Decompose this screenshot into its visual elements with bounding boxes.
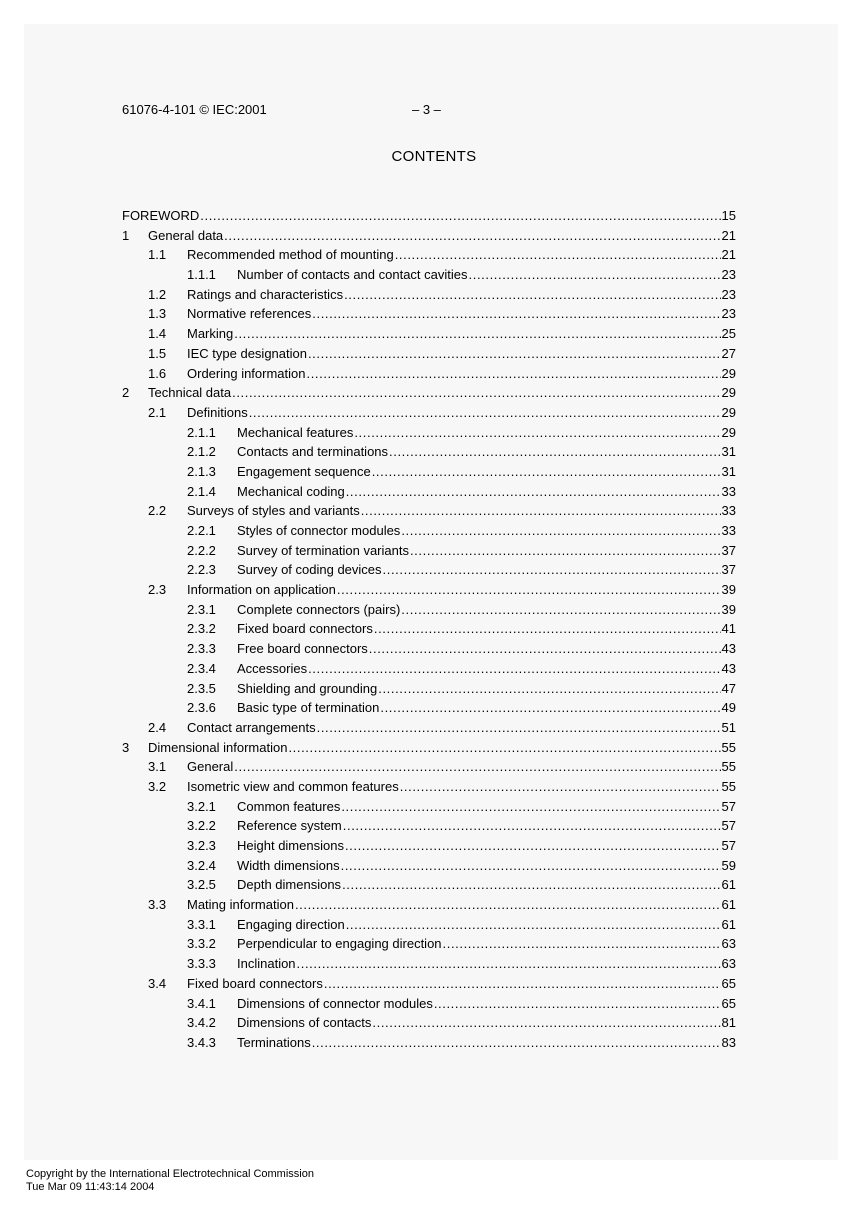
toc-entry-page: 27 bbox=[721, 345, 736, 361]
toc-entry-number: 2.3.1 bbox=[187, 601, 216, 617]
toc-entry[interactable] bbox=[122, 954, 736, 974]
toc-entry-page: 37 bbox=[721, 542, 736, 558]
toc-entry[interactable] bbox=[122, 659, 736, 679]
toc-entry-page: 63 bbox=[721, 956, 736, 972]
toc-entry-title: Perpendicular to engaging direction bbox=[237, 936, 442, 952]
toc-entry-page: 33 bbox=[721, 523, 736, 538]
toc-entry-page: 61 bbox=[721, 916, 736, 932]
toc-entry-page: 49 bbox=[721, 700, 736, 716]
toc-dot-leader bbox=[312, 304, 720, 324]
toc-entry-number: 2.2 bbox=[148, 503, 167, 519]
toc-entry-title: IEC type designation bbox=[187, 345, 307, 361]
toc-entry[interactable] bbox=[122, 560, 736, 580]
toc-entry-title: FOREWORD bbox=[122, 208, 200, 223]
toc-dot-leader bbox=[234, 757, 720, 777]
toc-entry[interactable] bbox=[122, 265, 736, 285]
toc-entry-number: 3.2 bbox=[148, 778, 167, 794]
toc-entry-title: General bbox=[187, 759, 234, 775]
toc-entry-number: 2.1.4 bbox=[187, 483, 216, 499]
toc-entry-title: General data bbox=[148, 227, 224, 243]
toc-dot-leader bbox=[341, 856, 721, 876]
toc-dot-leader bbox=[378, 679, 720, 699]
page-number: – 3 – bbox=[412, 102, 441, 117]
toc-entry[interactable] bbox=[122, 501, 736, 521]
toc-entry-page: 33 bbox=[721, 503, 736, 519]
toc-entry-title: Dimensions of contacts bbox=[237, 1015, 372, 1031]
toc-dot-leader bbox=[295, 895, 721, 915]
toc-entry[interactable] bbox=[122, 403, 736, 423]
toc-entry[interactable] bbox=[122, 285, 736, 305]
toc-entry[interactable] bbox=[122, 245, 736, 265]
toc-dot-leader bbox=[297, 954, 721, 974]
toc-entry-number: 3.4 bbox=[148, 975, 167, 991]
toc-entry-title: Reference system bbox=[237, 818, 342, 834]
toc-dot-leader bbox=[224, 226, 720, 246]
toc-entry-number: 3 bbox=[122, 739, 130, 755]
toc-entry[interactable] bbox=[122, 974, 736, 994]
toc-entry-page: 41 bbox=[721, 621, 736, 637]
toc-entry[interactable] bbox=[122, 698, 736, 718]
toc-dot-leader bbox=[288, 738, 720, 758]
toc-entry-page: 43 bbox=[721, 660, 736, 676]
toc-entry-page: 55 bbox=[721, 739, 736, 755]
toc-entry-number: 2.3.5 bbox=[187, 680, 216, 696]
toc-entry-title: Terminations bbox=[237, 1034, 311, 1050]
toc-entry[interactable] bbox=[122, 1013, 736, 1033]
toc-dot-leader bbox=[200, 206, 720, 226]
toc-entry-page: 83 bbox=[721, 1034, 736, 1050]
toc-entry-number: 2.4 bbox=[148, 719, 167, 735]
toc-entry-title: Shielding and grounding bbox=[237, 680, 378, 696]
toc-entry-title: Styles of connector modules bbox=[237, 523, 401, 538]
toc-dot-leader bbox=[380, 698, 720, 718]
toc-entry-number: 2.2.2 bbox=[187, 542, 216, 558]
toc-entry[interactable] bbox=[122, 600, 736, 620]
toc-entry[interactable] bbox=[122, 738, 736, 758]
toc-entry-page: 31 bbox=[721, 444, 736, 460]
toc-entry-number: 1.6 bbox=[148, 365, 167, 381]
toc-dot-leader bbox=[395, 245, 721, 265]
toc-dot-leader bbox=[249, 403, 721, 423]
toc-entry-title: Definitions bbox=[187, 404, 248, 420]
toc-entry-title: Marking bbox=[187, 326, 234, 342]
toc-entry-title: Normative references bbox=[187, 306, 312, 322]
toc-entry[interactable] bbox=[122, 934, 736, 954]
toc-entry-page: 21 bbox=[721, 227, 736, 243]
toc-entry-page: 33 bbox=[721, 483, 736, 499]
toc-entry[interactable] bbox=[122, 482, 736, 502]
toc-entry-title: Ratings and characteristics bbox=[187, 286, 344, 302]
toc-entry-number: 3.3.2 bbox=[187, 936, 216, 952]
toc-entry-number: 2.1.3 bbox=[187, 463, 216, 479]
toc-dot-leader bbox=[361, 501, 721, 521]
toc-entry-title: Width dimensions bbox=[237, 857, 340, 873]
toc-entry-page: 29 bbox=[721, 424, 736, 440]
toc-dot-leader bbox=[342, 875, 720, 895]
toc-entry-title: Dimensional information bbox=[148, 739, 288, 755]
toc-dot-leader bbox=[369, 639, 721, 659]
toc-dot-leader bbox=[345, 836, 721, 856]
toc-entry-page: 25 bbox=[721, 326, 736, 342]
toc-entry-title: Accessories bbox=[237, 660, 308, 676]
toc-entry-title: Technical data bbox=[148, 385, 232, 401]
toc-dot-leader bbox=[308, 344, 721, 364]
toc-entry[interactable] bbox=[122, 895, 736, 915]
toc-entry[interactable] bbox=[122, 1033, 736, 1053]
toc-entry-title: Complete connectors (pairs) bbox=[237, 601, 401, 617]
toc-entry-number: 2.3.4 bbox=[187, 660, 216, 676]
toc-entry[interactable] bbox=[122, 521, 736, 541]
toc-dot-leader bbox=[234, 324, 720, 344]
toc-entry-page: 55 bbox=[721, 778, 736, 794]
toc-entry-number: 2.1.1 bbox=[187, 424, 216, 440]
toc-entry-page: 61 bbox=[721, 877, 736, 893]
toc-entry-page: 23 bbox=[721, 267, 736, 283]
toc-dot-leader bbox=[308, 659, 720, 679]
toc-entry-number: 1 bbox=[122, 227, 130, 243]
toc-entry-title: Dimensions of connector modules bbox=[237, 995, 433, 1011]
document-id: 61076-4-101 © IEC:2001 bbox=[122, 102, 267, 117]
toc-dot-leader bbox=[401, 600, 720, 620]
toc-entry-page: 31 bbox=[721, 463, 736, 479]
toc-entry-title: Mechanical coding bbox=[237, 483, 345, 499]
toc-entry-number: 1.3 bbox=[148, 306, 167, 322]
toc-entry-page: 21 bbox=[721, 247, 736, 263]
toc-entry-page: 57 bbox=[721, 838, 736, 853]
toc-entry-title: Isometric view and common features bbox=[187, 778, 399, 794]
toc-entry-number: 2.3.2 bbox=[187, 621, 216, 637]
toc-dot-leader bbox=[341, 797, 720, 817]
toc-entry-page: 37 bbox=[721, 562, 736, 578]
toc-entry[interactable] bbox=[122, 324, 736, 344]
toc-dot-leader bbox=[337, 580, 721, 600]
toc-dot-leader bbox=[469, 265, 721, 285]
toc-entry[interactable] bbox=[122, 836, 736, 856]
toc-entry-number: 2.3.6 bbox=[187, 700, 216, 716]
toc-entry[interactable] bbox=[122, 797, 736, 817]
toc-entry-number: 2.1.2 bbox=[187, 444, 216, 460]
toc-entry-number: 3.1 bbox=[148, 759, 167, 775]
toc-entry-number: 2.3.3 bbox=[187, 641, 216, 657]
toc-entry-title: Depth dimensions bbox=[237, 877, 342, 893]
toc-entry[interactable] bbox=[122, 718, 736, 738]
toc-entry-title: Contact arrangements bbox=[187, 719, 316, 735]
toc-entry-title: Recommended method of mounting bbox=[187, 247, 394, 263]
toc-entry-number: 1.2 bbox=[148, 286, 167, 302]
toc-entry-title: Basic type of termination bbox=[237, 700, 380, 716]
toc-dot-leader bbox=[354, 423, 720, 443]
toc-dot-leader bbox=[346, 482, 721, 502]
toc-dot-leader bbox=[346, 915, 721, 935]
toc-entry-page: 23 bbox=[721, 286, 736, 302]
toc-dot-leader bbox=[344, 285, 720, 305]
toc-entry-title: Common features bbox=[237, 798, 341, 814]
toc-entry[interactable] bbox=[122, 442, 736, 462]
toc-entry-page: 55 bbox=[721, 759, 736, 775]
toc-entry[interactable] bbox=[122, 757, 736, 777]
toc-entry-number: 2.2.1 bbox=[187, 523, 216, 538]
toc-entry-page: 43 bbox=[721, 641, 736, 657]
toc-entry-page: 29 bbox=[721, 404, 736, 420]
toc-dot-leader bbox=[374, 619, 721, 639]
toc-dot-leader bbox=[232, 383, 720, 403]
toc-entry-title: Mechanical features bbox=[237, 424, 354, 440]
toc-entry-number: 3.4.3 bbox=[187, 1034, 216, 1050]
toc-entry-page: 57 bbox=[721, 798, 736, 814]
toc-entry-number: 3.2.3 bbox=[187, 838, 216, 853]
toc-dot-leader bbox=[324, 974, 721, 994]
toc-entry-title: Information on application bbox=[187, 582, 336, 598]
toc-entry[interactable] bbox=[122, 462, 736, 482]
toc-entry-title: Inclination bbox=[237, 956, 296, 972]
toc-entry-number: 3.4.2 bbox=[187, 1015, 216, 1031]
toc-dot-leader bbox=[372, 462, 721, 482]
toc-entry-title: Height dimensions bbox=[237, 838, 344, 853]
toc-entry[interactable] bbox=[122, 639, 736, 659]
toc-entry[interactable] bbox=[122, 226, 736, 246]
toc-entry-title: Engagement sequence bbox=[237, 463, 371, 479]
toc-entry-page: 29 bbox=[721, 385, 736, 401]
toc-dot-leader bbox=[312, 1033, 721, 1053]
toc-dot-leader bbox=[383, 560, 721, 580]
toc-entry-page: 65 bbox=[721, 975, 736, 991]
toc-entry-number: 3.2.5 bbox=[187, 877, 216, 893]
toc-entry-page: 39 bbox=[721, 582, 736, 598]
toc-entry-number: 2.1 bbox=[148, 404, 167, 420]
toc-dot-leader bbox=[389, 442, 721, 462]
toc-entry-title: Contacts and terminations bbox=[237, 444, 389, 460]
toc-entry-title: Free board connectors bbox=[237, 641, 368, 657]
toc-entry-number: 3.3.1 bbox=[187, 916, 216, 932]
toc-entry[interactable] bbox=[122, 580, 736, 600]
toc-entry-title: Number of contacts and contact cavities bbox=[237, 267, 468, 283]
toc-entry-page: 23 bbox=[721, 306, 736, 322]
toc-entry-page: 51 bbox=[721, 719, 736, 735]
toc-entry-title: Survey of termination variants bbox=[237, 542, 409, 558]
toc-entry[interactable] bbox=[122, 364, 736, 384]
toc-entry[interactable] bbox=[122, 915, 736, 935]
toc-entry-number: 1.5 bbox=[148, 345, 167, 361]
toc-entry-number: 3.3 bbox=[148, 897, 167, 913]
toc-entry[interactable] bbox=[122, 777, 736, 797]
toc-entry[interactable] bbox=[122, 383, 736, 403]
toc-entry-title: Survey of coding devices bbox=[237, 562, 382, 578]
toc-entry-number: 1.1.1 bbox=[187, 267, 216, 283]
toc-entry-number: 3.4.1 bbox=[187, 995, 216, 1011]
toc-entry-page: 15 bbox=[721, 208, 736, 223]
copyright-notice: Copyright by the International Electrotechnical Commission bbox=[26, 1168, 314, 1180]
toc-entry-title: Surveys of styles and variants bbox=[187, 503, 360, 519]
toc-entry[interactable] bbox=[122, 816, 736, 836]
toc-entry-page: 65 bbox=[721, 995, 736, 1011]
toc-dot-leader bbox=[307, 364, 721, 384]
toc-dot-leader bbox=[434, 994, 721, 1014]
toc-entry-title: Engaging direction bbox=[237, 916, 345, 932]
toc-entry-number: 2 bbox=[122, 385, 130, 401]
toc-entry-page: 57 bbox=[721, 818, 736, 834]
toc-entry-number: 2.2.3 bbox=[187, 562, 216, 578]
toc-entry-page: 39 bbox=[721, 601, 736, 617]
toc-entry-number: 3.3.3 bbox=[187, 956, 216, 972]
toc-entry-number: 2.3 bbox=[148, 582, 167, 598]
toc-entry[interactable] bbox=[122, 856, 736, 876]
toc-dot-leader bbox=[400, 777, 721, 797]
toc-entry-number: 3.2.2 bbox=[187, 818, 216, 834]
toc-entry-title: Fixed board connectors bbox=[237, 621, 373, 637]
toc-entry-page: 29 bbox=[721, 365, 736, 381]
toc-entry[interactable] bbox=[122, 994, 736, 1014]
toc-entry-page: 61 bbox=[721, 897, 736, 913]
toc-entry[interactable] bbox=[122, 875, 736, 895]
print-timestamp: Tue Mar 09 11:43:14 2004 bbox=[26, 1181, 155, 1193]
toc-entry[interactable] bbox=[122, 423, 736, 443]
toc-dot-leader bbox=[343, 816, 721, 836]
toc-dot-leader bbox=[401, 521, 720, 541]
toc-entry-page: 47 bbox=[721, 680, 736, 696]
toc-entry-number: 1.4 bbox=[148, 326, 167, 342]
toc-entry[interactable] bbox=[122, 304, 736, 324]
toc-entry-page: 81 bbox=[721, 1015, 736, 1031]
toc-entry[interactable] bbox=[122, 619, 736, 639]
toc-entry-page: 59 bbox=[721, 857, 736, 873]
toc-entry-number: 3.2.4 bbox=[187, 857, 216, 873]
toc-dot-leader bbox=[317, 718, 721, 738]
page-title: CONTENTS bbox=[391, 148, 477, 165]
toc-entry-number: 1.1 bbox=[148, 247, 167, 263]
toc-entry[interactable] bbox=[122, 541, 736, 561]
toc-entry[interactable] bbox=[122, 206, 736, 226]
toc-dot-leader bbox=[372, 1013, 720, 1033]
toc-dot-leader bbox=[410, 541, 721, 561]
toc-entry[interactable] bbox=[122, 679, 736, 699]
toc-entry-title: Ordering information bbox=[187, 365, 306, 381]
table-of-contents bbox=[122, 206, 736, 1053]
toc-entry-title: Fixed board connectors bbox=[187, 975, 323, 991]
toc-entry-number: 3.2.1 bbox=[187, 798, 216, 814]
toc-dot-leader bbox=[443, 934, 721, 954]
toc-entry-title: Mating information bbox=[187, 897, 294, 913]
toc-entry[interactable] bbox=[122, 344, 736, 364]
toc-entry-page: 63 bbox=[721, 936, 736, 952]
